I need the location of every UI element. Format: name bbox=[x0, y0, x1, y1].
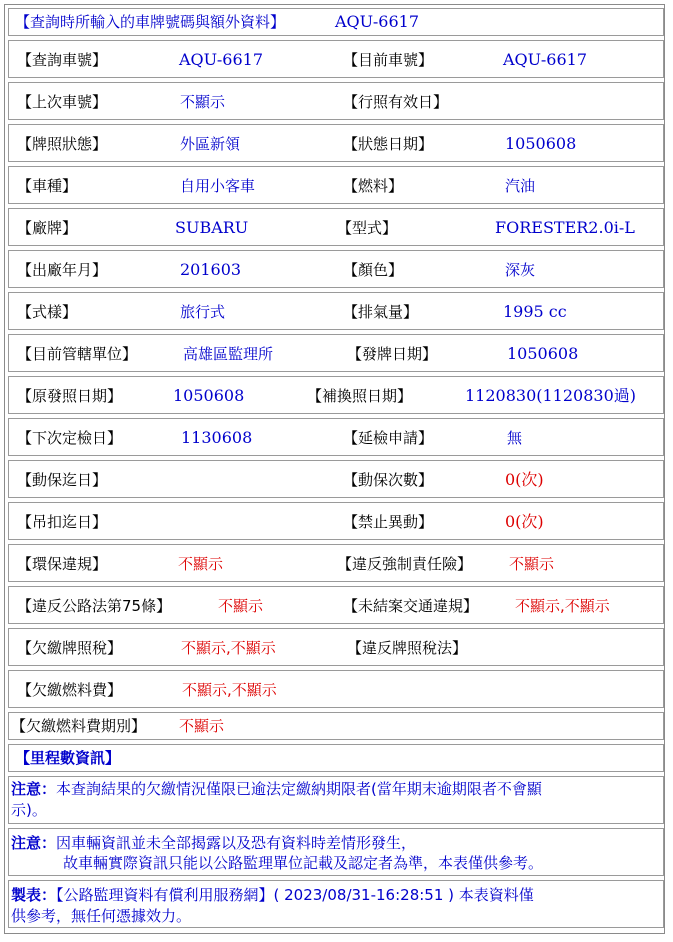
table-row bbox=[8, 166, 664, 204]
note-2 bbox=[8, 828, 664, 876]
field-value: 深灰 bbox=[505, 261, 536, 279]
field-label: 【違反公路法第75條】 bbox=[17, 597, 172, 615]
note-text: 故車輛實際資訊只能以公路監理單位記載及認定者為準，本表僅供參考。 bbox=[63, 854, 544, 872]
field-label: 【目前車號】 bbox=[343, 51, 434, 69]
note-text: 供參考，無任何憑據效力。 bbox=[11, 907, 192, 925]
note-text: 本查詢結果的欠繳情況僅限已逾法定繳納期限者(當年期末逾期限者不會顯 bbox=[56, 780, 542, 798]
table-row bbox=[8, 292, 664, 330]
field-label: 【原發照日期】 bbox=[17, 387, 123, 405]
note-prefix: 注意： bbox=[11, 834, 57, 852]
field-label: 【狀態日期】 bbox=[343, 135, 434, 153]
note-text: 因車輛資訊並未全部揭露以及恐有資料時差情形發生， bbox=[56, 834, 417, 852]
field-label: 【未結案交通違規】 bbox=[343, 597, 479, 615]
field-label: 【式樣】 bbox=[17, 303, 78, 321]
table-row bbox=[8, 460, 664, 498]
field-value: FORESTER2.0i-L bbox=[495, 218, 635, 237]
mileage-label: 【里程數資訊】 bbox=[15, 749, 121, 767]
field-value: 1130608 bbox=[181, 428, 253, 447]
field-value: 無 bbox=[507, 429, 523, 447]
field-label: 【廠牌】 bbox=[17, 219, 78, 237]
table-row bbox=[8, 502, 664, 540]
field-label: 【違反強制責任險】 bbox=[337, 555, 473, 573]
field-value: 旅行式 bbox=[180, 303, 226, 321]
field-value: 自用小客車 bbox=[180, 177, 256, 195]
field-label: 【欠繳燃料費期別】 bbox=[11, 717, 147, 735]
field-label: 【禁止異動】 bbox=[343, 513, 434, 531]
table-row bbox=[8, 418, 664, 456]
field-value: 汽油 bbox=[505, 177, 536, 195]
field-value: 不顯示,不顯示 bbox=[515, 597, 610, 615]
field-label: 【動保迄日】 bbox=[17, 471, 108, 489]
field-value: 不顯示 bbox=[180, 93, 226, 111]
field-value: 不顯示,不顯示 bbox=[181, 639, 276, 657]
field-value: 不顯示 bbox=[178, 555, 224, 573]
field-value: 1050608 bbox=[505, 134, 577, 153]
mileage-row bbox=[8, 744, 664, 772]
note-1 bbox=[8, 776, 664, 824]
field-value: 不顯示 bbox=[218, 597, 264, 615]
field-label: 【動保次數】 bbox=[343, 471, 434, 489]
field-value: 不顯示 bbox=[179, 717, 225, 735]
field-value: 0(次) bbox=[505, 512, 544, 531]
field-label: 【車種】 bbox=[17, 177, 78, 195]
table-row bbox=[8, 628, 664, 666]
table-row bbox=[8, 124, 664, 162]
field-label: 【吊扣迄日】 bbox=[17, 513, 108, 531]
field-label: 【查詢車號】 bbox=[17, 51, 108, 69]
field-label: 【欠繳燃料費】 bbox=[17, 681, 123, 699]
field-value: 1050608 bbox=[507, 344, 579, 363]
field-label: 【行照有效日】 bbox=[343, 93, 449, 111]
field-value: 高雄區監理所 bbox=[183, 345, 274, 363]
field-label: 【延檢申請】 bbox=[343, 429, 434, 447]
field-value: AQU-6617 bbox=[503, 50, 587, 69]
field-label: 【補換照日期】 bbox=[307, 387, 413, 405]
table-row bbox=[8, 40, 664, 78]
field-label: 【下次定檢日】 bbox=[17, 429, 123, 447]
note-prefix: 注意： bbox=[11, 780, 57, 798]
field-label: 【環保違規】 bbox=[17, 555, 108, 573]
compiled-by-note bbox=[8, 880, 664, 928]
field-label: 【牌照狀態】 bbox=[17, 135, 108, 153]
field-value: 外區新領 bbox=[180, 135, 241, 153]
query-header-row bbox=[8, 8, 664, 36]
table-row bbox=[8, 544, 664, 582]
note-prefix: 製表： bbox=[11, 886, 57, 904]
field-label: 【顏色】 bbox=[343, 261, 404, 279]
table-row bbox=[8, 712, 664, 740]
table-row bbox=[8, 586, 664, 624]
field-label: 【排氣量】 bbox=[343, 303, 419, 321]
field-value: 0(次) bbox=[505, 470, 544, 489]
field-value: SUBARU bbox=[175, 218, 249, 237]
note-text: 示)。 bbox=[11, 801, 47, 819]
field-value: 不顯示,不顯示 bbox=[182, 681, 277, 699]
field-label: 【型式】 bbox=[337, 219, 398, 237]
table-row bbox=[8, 208, 664, 246]
field-value: 1120830(1120830過) bbox=[465, 386, 637, 405]
field-value: 1050608 bbox=[173, 386, 245, 405]
field-label: 【發牌日期】 bbox=[347, 345, 438, 363]
table-row bbox=[8, 670, 664, 708]
table-row bbox=[8, 82, 664, 120]
field-label: 【目前管轄單位】 bbox=[17, 345, 138, 363]
table-row bbox=[8, 376, 664, 414]
field-value: AQU-6617 bbox=[179, 50, 263, 69]
table-row bbox=[8, 334, 664, 372]
field-value: 201603 bbox=[180, 260, 242, 279]
query-header-plate: AQU-6617 bbox=[335, 12, 419, 31]
field-value: 1995 cc bbox=[503, 302, 567, 321]
query-header-label: 【查詢時所輸入的車牌號碼與額外資料】 bbox=[15, 13, 286, 31]
field-label: 【燃料】 bbox=[343, 177, 404, 195]
field-label: 【違反牌照稅法】 bbox=[347, 639, 468, 657]
field-label: 【上次車號】 bbox=[17, 93, 108, 111]
table-row bbox=[8, 250, 664, 288]
field-label: 【出廠年月】 bbox=[17, 261, 108, 279]
field-label: 【欠繳牌照稅】 bbox=[17, 639, 123, 657]
field-value: 不顯示 bbox=[509, 555, 555, 573]
note-text: 【公路監理資料有償利用服務網】( 2023/08/31-16:28:51 ) 本表資料僅 bbox=[56, 886, 534, 904]
